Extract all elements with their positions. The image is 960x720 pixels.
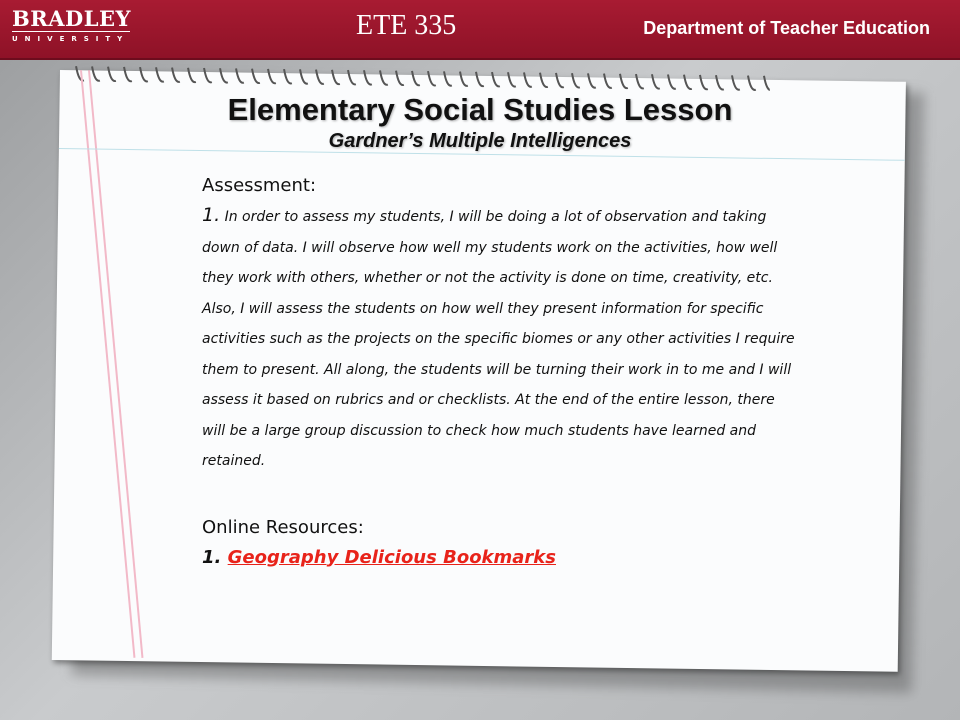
course-title: ETE 335 <box>356 10 457 41</box>
header-bar <box>0 0 960 60</box>
department-name: Department of Teacher Education <box>643 18 930 38</box>
margin-line <box>88 70 143 658</box>
assessment-number: 1. <box>202 204 221 226</box>
margin-line <box>80 70 135 658</box>
assessment-heading: Assessment: <box>202 175 317 196</box>
online-resources-heading: Online Resources: <box>202 516 364 538</box>
logo-main-text: BRADLEY <box>12 6 131 31</box>
bradley-logo[interactable] <box>12 8 136 48</box>
content-body <box>202 172 802 573</box>
logo-sub-text: UNIVERSITY <box>12 35 130 43</box>
resource-item <box>202 543 802 573</box>
spiral-rings-icon <box>70 62 770 94</box>
geography-bookmarks-link[interactable]: Geography Delicious Bookmarks <box>227 546 556 568</box>
resource-number: 1. <box>202 546 222 568</box>
page-title: Elementary Social Studies Lesson <box>227 92 733 127</box>
page-subtitle: Gardner’s Multiple Intelligences <box>328 130 632 152</box>
assessment-text: In order to assess my students, I will be doing a lot of observation and taking down of data. I will observe how well my students work on the activities, how well they work with others, whether or not the activity is done on time, creativity, etc. Also, I will assess the students on how well they present information for specific activities such as the projects on the specific biomes or any other activities I require them to present. All along, the students will be turning their work in to me and I will assess it based on rubrics and or checklists. At the end of the entire lesson, there will be a large group discussion to check how much students have learned and retained. <box>202 209 795 469</box>
assessment-paragraph <box>202 200 802 477</box>
